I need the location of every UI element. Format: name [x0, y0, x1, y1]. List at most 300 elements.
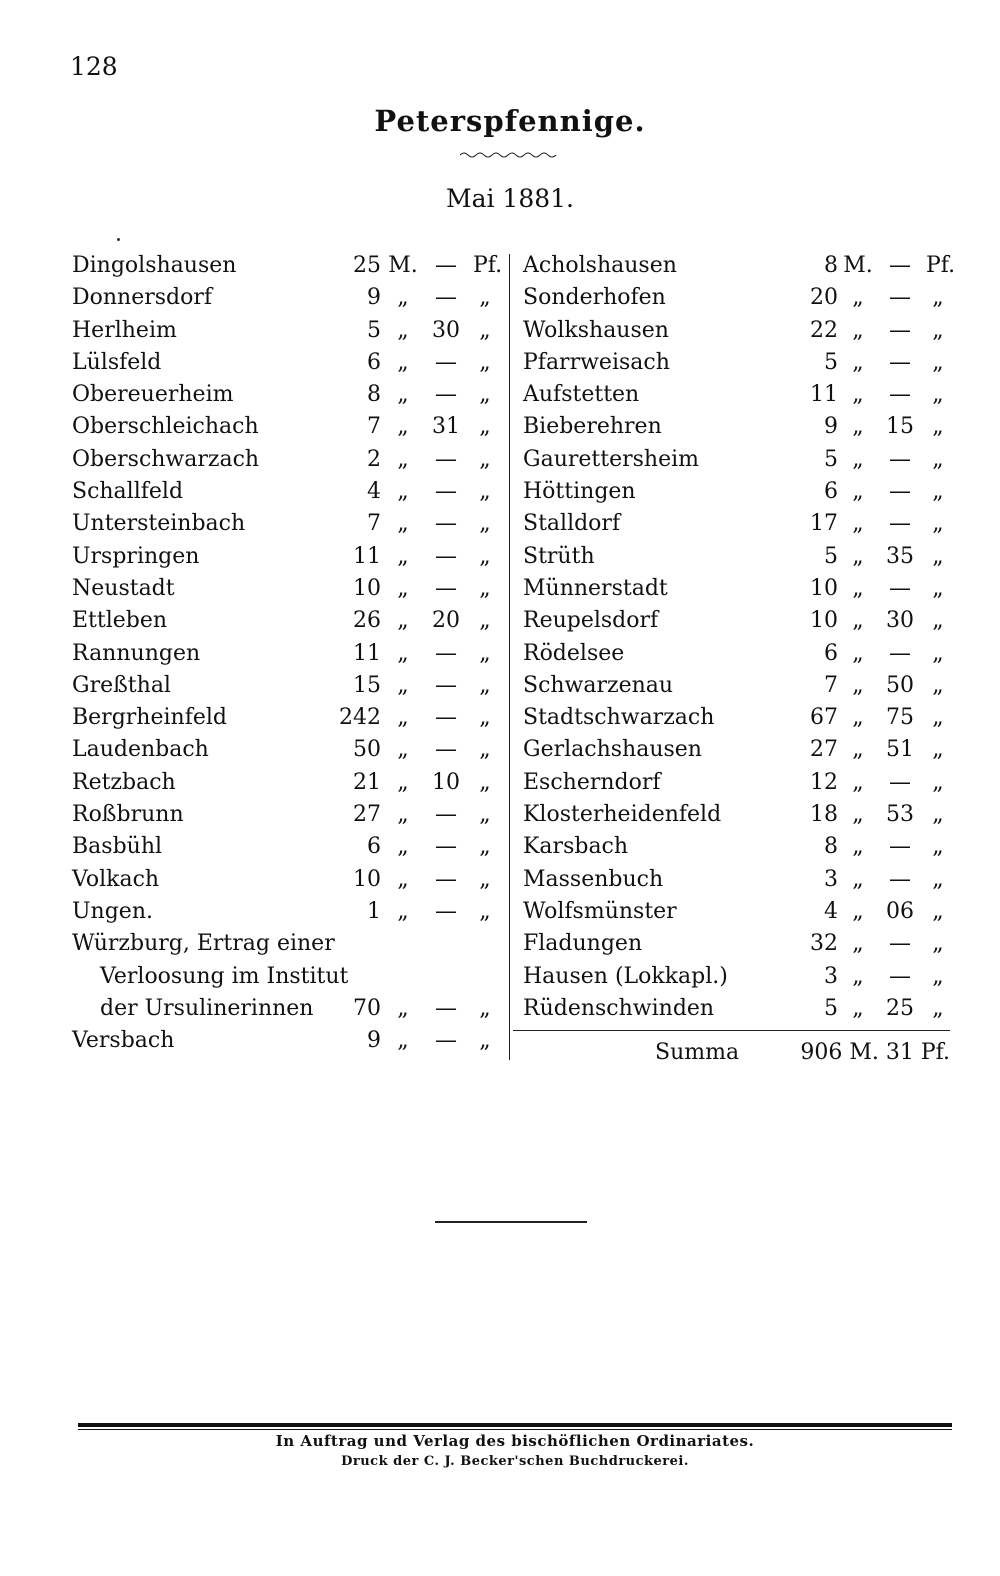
- mark-unit: „: [852, 317, 864, 343]
- table-row: [72, 508, 497, 540]
- footer-rule-thick: [78, 1423, 952, 1427]
- pfennig-unit: „: [932, 575, 944, 601]
- pfennig-unit: „: [479, 479, 491, 505]
- table-row: [72, 831, 497, 863]
- place-name: Lülsfeld: [72, 349, 162, 375]
- mark-unit: „: [852, 608, 864, 634]
- table-row: [72, 379, 497, 411]
- table-row: [72, 541, 497, 573]
- mark-unit: „: [397, 737, 409, 763]
- table-row: [523, 573, 950, 605]
- pfennig-unit: Pf.: [473, 253, 503, 278]
- mark-amount: 70: [353, 995, 381, 1021]
- mark-unit: „: [397, 640, 409, 666]
- mark-unit: „: [397, 995, 409, 1021]
- mark-unit: „: [397, 414, 409, 440]
- place-name: Acholshausen: [523, 253, 677, 278]
- pfennig-unit: „: [932, 834, 944, 860]
- mark-unit: „: [397, 317, 409, 343]
- place-name: Basbühl: [72, 834, 163, 860]
- pfennig-unit: „: [932, 640, 944, 666]
- table-row: [72, 799, 497, 831]
- place-name: Klosterheidenfeld: [523, 802, 722, 828]
- table-row: [523, 799, 950, 831]
- table-row: [72, 250, 503, 282]
- table-row: [72, 638, 497, 670]
- sum-row: [523, 1036, 950, 1070]
- place-name: Fladungen: [523, 931, 643, 957]
- mark-unit: „: [397, 285, 409, 311]
- print-speck: [117, 238, 120, 241]
- pfennig-unit: „: [479, 575, 491, 601]
- mark-amount: 7: [367, 414, 381, 440]
- table-row: [72, 734, 497, 766]
- pfennig-unit: „: [479, 285, 491, 311]
- mark-amount: 20: [810, 285, 838, 311]
- mark-unit: „: [397, 349, 409, 375]
- mark-unit: „: [397, 866, 409, 892]
- mark-amount: 18: [810, 802, 838, 828]
- place-name: Retzbach: [72, 769, 176, 795]
- mark-amount: 11: [353, 640, 381, 666]
- mark-unit: „: [397, 511, 409, 537]
- pfennig-unit: „: [932, 769, 944, 795]
- mark-amount: 5: [824, 349, 838, 375]
- mark-amount: 3: [824, 963, 838, 989]
- table-row: [523, 670, 950, 702]
- place-name: Stalldorf: [523, 511, 621, 537]
- pfennig-unit: „: [479, 705, 491, 731]
- mark-unit: „: [397, 543, 409, 569]
- mark-amount: 10: [810, 575, 838, 601]
- table-row: [523, 379, 950, 411]
- place-name: Münnerstadt: [523, 575, 668, 601]
- table-row: [523, 541, 950, 573]
- mark-amount: 7: [824, 672, 838, 698]
- mark-amount: 9: [367, 1028, 381, 1054]
- place-name: Untersteinbach: [72, 511, 246, 537]
- mark-amount: 9: [367, 285, 381, 311]
- pfennig-amount: —: [435, 511, 457, 537]
- mark-amount: 4: [367, 479, 381, 505]
- mark-unit: „: [852, 737, 864, 763]
- sum-label: Summa: [655, 1040, 740, 1065]
- mark-amount: 242: [339, 705, 381, 731]
- place-name: Sonderhofen: [523, 285, 666, 311]
- table-row: [523, 476, 950, 508]
- mark-amount: 1: [367, 898, 381, 924]
- pfennig-unit: Pf.: [926, 253, 956, 278]
- pfennig-amount: 31: [432, 414, 460, 440]
- pfennig-amount: —: [435, 640, 457, 666]
- table-row: [523, 508, 950, 540]
- pfennig-amount: —: [435, 705, 457, 731]
- table-row: [72, 767, 497, 799]
- table-row: [523, 638, 950, 670]
- pfennig-amount: —: [889, 317, 911, 343]
- pfennig-unit: „: [932, 705, 944, 731]
- place-name: Oberschleichach: [72, 414, 259, 440]
- place-name: Laudenbach: [72, 737, 209, 763]
- place-name: Greßthal: [72, 672, 171, 698]
- pfennig-unit: „: [932, 349, 944, 375]
- pfennig-unit: „: [932, 931, 944, 957]
- pfennig-unit: „: [932, 446, 944, 472]
- mark-amount: 21: [353, 769, 381, 795]
- mark-amount: 2: [367, 446, 381, 472]
- mark-unit: „: [852, 575, 864, 601]
- place-name: Strüth: [523, 543, 595, 569]
- place-name: Karsbach: [523, 834, 629, 860]
- place-name: Versbach: [72, 1028, 175, 1054]
- table-row: [72, 896, 497, 928]
- pfennig-unit: „: [479, 382, 491, 408]
- pfennig-amount: —: [889, 866, 911, 892]
- place-name: Pfarrweisach: [523, 349, 670, 375]
- mark-unit: „: [397, 382, 409, 408]
- pfennig-unit: „: [932, 866, 944, 892]
- mark-unit: „: [397, 446, 409, 472]
- pfennig-unit: „: [479, 737, 491, 763]
- mark-unit: M.: [388, 253, 418, 278]
- pfennig-amount: 53: [886, 802, 914, 828]
- mark-unit: „: [852, 543, 864, 569]
- mark-unit: „: [852, 446, 864, 472]
- place-name: Bergrheinfeld: [72, 705, 227, 731]
- place-name: Verloosung im Institut: [100, 963, 349, 989]
- pfennig-amount: —: [435, 1028, 457, 1054]
- mark-unit: M.: [843, 253, 873, 278]
- mark-unit: „: [852, 963, 864, 989]
- pfennig-amount: —: [435, 253, 457, 278]
- pfennig-amount: —: [889, 446, 911, 472]
- mark-amount: 67: [810, 705, 838, 731]
- place-name: der Ursulinerinnen: [100, 995, 314, 1021]
- mark-amount: 22: [810, 317, 838, 343]
- place-name: Hausen (Lokkapl.): [523, 963, 728, 989]
- mark-amount: 25: [353, 253, 381, 278]
- right-column: [523, 250, 956, 1025]
- sum-value: 906 M. 31 Pf.: [800, 1040, 950, 1065]
- table-row: [523, 896, 950, 928]
- table-row: [523, 702, 950, 734]
- mark-amount: 11: [353, 543, 381, 569]
- pfennig-unit: „: [479, 834, 491, 860]
- pfennig-amount: —: [435, 866, 457, 892]
- pfennig-amount: 15: [886, 414, 914, 440]
- footer-printer: Druck der C. J. Becker'schen Buchdruckerei.: [341, 1454, 689, 1469]
- pfennig-unit: „: [932, 382, 944, 408]
- mark-amount: 5: [367, 317, 381, 343]
- mark-unit: „: [852, 931, 864, 957]
- pfennig-amount: —: [889, 575, 911, 601]
- place-name: Neustadt: [72, 575, 175, 601]
- pfennig-amount: 30: [886, 608, 914, 634]
- pfennig-amount: —: [435, 382, 457, 408]
- pfennig-amount: 30: [432, 317, 460, 343]
- place-name: Ungen.: [72, 898, 153, 924]
- mark-unit: „: [852, 672, 864, 698]
- mark-unit: „: [852, 285, 864, 311]
- pfennig-amount: 51: [886, 737, 914, 763]
- place-name: Donnersdorf: [72, 285, 213, 311]
- place-name: Rödelsee: [523, 640, 625, 666]
- mark-unit: „: [397, 479, 409, 505]
- pfennig-amount: —: [435, 575, 457, 601]
- mark-unit: „: [397, 898, 409, 924]
- place-name: Schwarzenau: [523, 672, 674, 698]
- mark-amount: 9: [824, 414, 838, 440]
- pfennig-amount: 25: [886, 995, 914, 1021]
- left-column: [72, 250, 503, 1057]
- table-row: [72, 1025, 497, 1057]
- mark-amount: 6: [824, 479, 838, 505]
- pfennig-amount: —: [889, 382, 911, 408]
- table-row: [523, 411, 950, 443]
- pfennig-unit: „: [479, 446, 491, 472]
- pfennig-unit: „: [479, 866, 491, 892]
- table-row: [72, 605, 497, 637]
- mark-unit: „: [852, 705, 864, 731]
- pfennig-unit: „: [932, 672, 944, 698]
- pfennig-amount: 10: [432, 769, 460, 795]
- table-row: [72, 670, 497, 702]
- pfennig-unit: „: [479, 317, 491, 343]
- mark-amount: 4: [824, 898, 838, 924]
- pfennig-unit: „: [932, 963, 944, 989]
- pfennig-amount: —: [435, 349, 457, 375]
- table-row: [72, 928, 497, 960]
- mark-unit: „: [397, 705, 409, 731]
- place-name: Roßbrunn: [72, 802, 184, 828]
- pfennig-unit: „: [479, 802, 491, 828]
- mark-amount: 10: [353, 866, 381, 892]
- mark-unit: „: [397, 575, 409, 601]
- pfennig-amount: —: [889, 963, 911, 989]
- table-row: [523, 767, 950, 799]
- mark-amount: 10: [353, 575, 381, 601]
- place-name: Dingolshausen: [72, 253, 237, 278]
- table-row: [523, 961, 950, 993]
- pfennig-amount: —: [889, 834, 911, 860]
- pfennig-unit: „: [932, 737, 944, 763]
- pfennig-unit: „: [479, 640, 491, 666]
- sum-rule: [513, 1030, 950, 1031]
- pfennig-unit: „: [932, 543, 944, 569]
- table-row: [72, 573, 497, 605]
- place-name: Rüdenschwinden: [523, 995, 715, 1021]
- pfennig-unit: „: [932, 802, 944, 828]
- pfennig-unit: „: [932, 414, 944, 440]
- pfennig-unit: „: [479, 672, 491, 698]
- column-divider: [509, 254, 510, 1060]
- pfennig-amount: —: [889, 769, 911, 795]
- pfennig-unit: „: [479, 608, 491, 634]
- pfennig-unit: „: [479, 543, 491, 569]
- page-number: 128: [70, 52, 118, 81]
- wavy-ornament: [460, 150, 558, 160]
- mark-amount: 5: [824, 543, 838, 569]
- month-heading: Mai 1881.: [445, 184, 574, 213]
- mark-unit: „: [852, 866, 864, 892]
- place-name: Gaurettersheim: [523, 446, 699, 472]
- place-name: Bieberehren: [523, 414, 662, 440]
- pfennig-unit: „: [932, 317, 944, 343]
- mark-amount: 26: [353, 608, 381, 634]
- pfennig-amount: —: [435, 479, 457, 505]
- pfennig-amount: —: [435, 802, 457, 828]
- footer-rule-thin: [78, 1429, 952, 1430]
- mark-amount: 32: [810, 931, 838, 957]
- table-row: [523, 605, 950, 637]
- mark-unit: „: [397, 834, 409, 860]
- mark-amount: 27: [810, 737, 838, 763]
- pfennig-unit: „: [932, 479, 944, 505]
- mark-amount: 50: [353, 737, 381, 763]
- pfennig-amount: —: [435, 285, 457, 311]
- place-name: Obereuerheim: [72, 382, 234, 408]
- place-name: Reupelsdorf: [523, 608, 659, 634]
- mark-amount: 12: [810, 769, 838, 795]
- pfennig-unit: „: [932, 995, 944, 1021]
- pfennig-amount: —: [889, 479, 911, 505]
- pfennig-amount: 50: [886, 672, 914, 698]
- section-rule: [435, 1221, 587, 1223]
- mark-amount: 6: [367, 834, 381, 860]
- place-name: Volkach: [72, 866, 160, 892]
- place-name: Oberschwarzach: [72, 446, 260, 472]
- mark-amount: 3: [824, 866, 838, 892]
- mark-amount: 6: [824, 640, 838, 666]
- table-row: [72, 702, 497, 734]
- footer-publisher: In Auftrag und Verlag des bischöflichen Ordinariates.: [275, 1432, 755, 1450]
- pfennig-amount: —: [889, 349, 911, 375]
- pfennig-amount: —: [435, 543, 457, 569]
- mark-unit: „: [397, 802, 409, 828]
- table-row: [523, 282, 950, 314]
- mark-unit: „: [852, 382, 864, 408]
- mark-unit: „: [852, 898, 864, 924]
- page-title: Peterspfennige.: [374, 104, 646, 138]
- mark-amount: 7: [367, 511, 381, 537]
- pfennig-unit: „: [479, 769, 491, 795]
- table-row: [523, 444, 950, 476]
- pfennig-amount: —: [435, 834, 457, 860]
- pfennig-amount: —: [889, 931, 911, 957]
- mark-amount: 27: [353, 802, 381, 828]
- pfennig-unit: „: [479, 898, 491, 924]
- place-name: Herlheim: [72, 317, 177, 343]
- place-name: Schallfeld: [72, 479, 184, 505]
- pfennig-amount: 20: [432, 608, 460, 634]
- place-name: Gerlachshausen: [523, 737, 702, 763]
- pfennig-unit: „: [479, 995, 491, 1021]
- table-row: [72, 993, 497, 1025]
- place-name: Escherndorf: [523, 769, 661, 795]
- table-row: [523, 928, 950, 960]
- mark-unit: „: [397, 1028, 409, 1054]
- pfennig-amount: —: [435, 995, 457, 1021]
- pfennig-amount: —: [889, 640, 911, 666]
- pfennig-unit: „: [932, 285, 944, 311]
- table-row: [72, 444, 497, 476]
- mark-amount: 11: [810, 382, 838, 408]
- place-name: Urspringen: [72, 543, 200, 569]
- table-row: [523, 831, 950, 863]
- table-row: [523, 250, 956, 282]
- place-name: Wolkshausen: [523, 317, 669, 343]
- place-name: Rannungen: [72, 640, 201, 666]
- pfennig-unit: „: [479, 349, 491, 375]
- place-name: Höttingen: [523, 479, 636, 505]
- mark-amount: 10: [810, 608, 838, 634]
- table-row: [72, 282, 497, 314]
- mark-unit: „: [852, 349, 864, 375]
- table-row: [523, 347, 950, 379]
- pfennig-amount: —: [435, 898, 457, 924]
- place-name: Wolfsmünster: [523, 898, 677, 924]
- mark-unit: „: [397, 769, 409, 795]
- table-row: [523, 734, 950, 766]
- pfennig-unit: „: [932, 608, 944, 634]
- mark-unit: „: [852, 479, 864, 505]
- mark-unit: „: [852, 511, 864, 537]
- table-row: [72, 864, 497, 896]
- mark-amount: 5: [824, 446, 838, 472]
- table-row: [523, 315, 950, 347]
- mark-amount: 8: [367, 382, 381, 408]
- place-name: Stadtschwarzach: [523, 705, 715, 731]
- pfennig-amount: 06: [886, 898, 914, 924]
- table-row: [72, 315, 497, 347]
- pfennig-unit: „: [479, 511, 491, 537]
- pfennig-amount: —: [435, 737, 457, 763]
- table-row: [72, 347, 497, 379]
- place-name: Massenbuch: [523, 866, 664, 892]
- pfennig-unit: „: [479, 1028, 491, 1054]
- place-name: Aufstetten: [523, 382, 640, 408]
- table-row: [523, 993, 950, 1025]
- mark-amount: 5: [824, 995, 838, 1021]
- table-row: [72, 411, 497, 443]
- mark-unit: „: [852, 640, 864, 666]
- pfennig-unit: „: [479, 414, 491, 440]
- mark-amount: 6: [367, 349, 381, 375]
- mark-amount: 8: [824, 834, 838, 860]
- pfennig-amount: —: [435, 446, 457, 472]
- mark-unit: „: [852, 769, 864, 795]
- place-name: Ettleben: [72, 608, 168, 634]
- mark-amount: 8: [824, 253, 838, 278]
- mark-unit: „: [852, 995, 864, 1021]
- pfennig-amount: —: [435, 672, 457, 698]
- mark-unit: „: [397, 608, 409, 634]
- pfennig-amount: 75: [886, 705, 914, 731]
- pfennig-amount: —: [889, 285, 911, 311]
- pfennig-amount: 35: [886, 543, 914, 569]
- mark-unit: „: [852, 414, 864, 440]
- pfennig-unit: „: [932, 898, 944, 924]
- table-row: [523, 864, 950, 896]
- mark-unit: „: [852, 802, 864, 828]
- pfennig-amount: —: [889, 511, 911, 537]
- mark-amount: 15: [353, 672, 381, 698]
- pfennig-unit: „: [932, 511, 944, 537]
- mark-unit: „: [397, 672, 409, 698]
- table-row: [72, 476, 497, 508]
- mark-unit: „: [852, 834, 864, 860]
- pfennig-amount: —: [889, 253, 911, 278]
